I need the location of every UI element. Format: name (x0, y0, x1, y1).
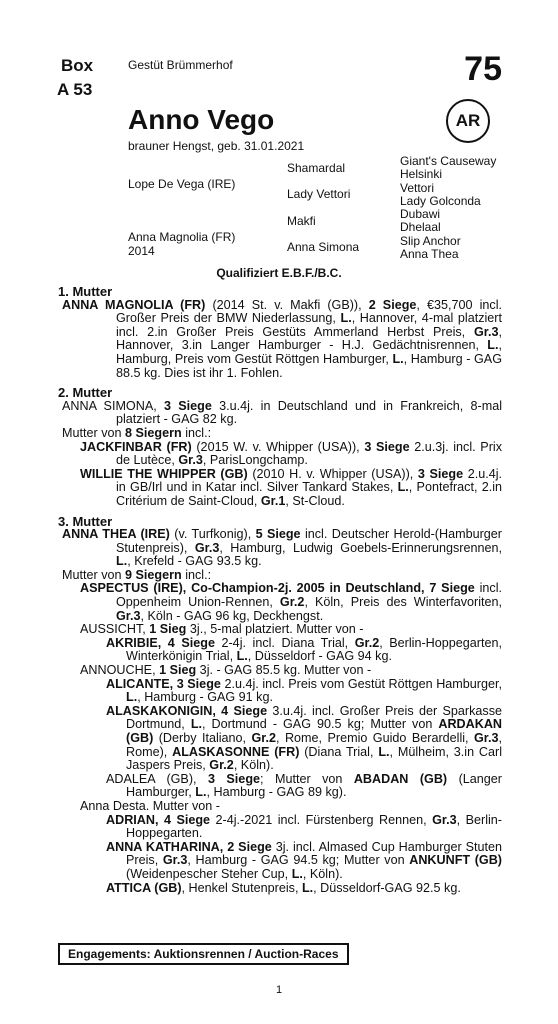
horse-name: Anno Vego (128, 104, 275, 135)
horse-description: brauner Hengst, geb. 31.01.2021 (128, 139, 305, 153)
second-dam-produce-intro: Mutter von 8 Siegern incl.: (62, 425, 212, 440)
gg-1: Giant's Causeway (400, 154, 497, 168)
produce-adalea: ADALEA (GB), 3 Siege; Mutter von ABADAN (GB) (Langer Hamburger, L., Hamburg - GAG 89 kg). (106, 771, 502, 800)
dam: Anna Magnolia (FR) (128, 230, 236, 244)
produce-jackfinbar: JACKFINBAR (FR) (2015 W. v. Whipper (USA)), 3 Siege 2.u.3j. incl. Prix de Lutèce, Gr.3, ParisLongchamp. (80, 439, 502, 468)
produce-aussicht: AUSSICHT, 1 Sieg 3j., 5-mal platziert. Mutter von - (80, 622, 364, 637)
gg-8: Anna Thea (400, 247, 459, 261)
gg-5: Dubawi (400, 207, 441, 221)
section-title-2: 2. Mutter (58, 385, 113, 401)
sire: Lope De Vega (IRE) (128, 177, 236, 191)
ar-badge: AR (446, 99, 490, 143)
box-label (57, 54, 94, 102)
granddam-dam: Anna Simona (287, 240, 360, 254)
second-dam-entry: ANNA SIMONA, 3 Siege 3.u.4j. in Deutschland und in Frankreich, 8-mal platziert - GAG 82 kg. (62, 398, 502, 427)
gg-3: Vettori (400, 181, 435, 195)
gg-4: Lady Golconda (400, 194, 481, 208)
section-title-1: 1. Mutter (58, 284, 113, 299)
produce-annouche: ANNOUCHE, 1 Sieg 3j. - GAG 85.5 kg. Mutter von - (80, 663, 372, 678)
produce-attica: ATTICA (GB), Henkel Stutenpreis, L., Düsseldorf-GAG 92.5 kg. (106, 880, 461, 895)
third-dam-entry: ANNA THEA (IRE) (v. Turfkonig), 5 Siege incl. Deutscher Herold-(Hamburger Stutenpreis), Gr.3, Hamburg, Ludwig Goebels-Erinnerungsrennen, L., Krefeld - GAG 93.5 kg. (62, 527, 502, 569)
engagements-box: Engagements: Auktionsrennen / Auction-Races (58, 943, 349, 965)
produce-adrian: ADRIAN, 4 Siege 2-4j.-2021 incl. Fürstenberg Rennen, Gr.3, Berlin-Hoppegarten. (106, 812, 502, 841)
family-text (58, 285, 502, 895)
dam-year: 2014 (128, 244, 155, 258)
granddam-sire: Lady Vettori (287, 187, 351, 201)
page-number: 1 (275, 984, 283, 996)
produce-alicante: ALICANTE, 3 Siege 2.u.4j. incl. Preis vom Gestüt Röttgen Hamburger, L., Hamburg - GAG 91 kg. (106, 676, 503, 705)
produce-akribie: AKRIBIE, 4 Siege 2-4j. incl. Diana Trial, Gr.2, Berlin-Hoppegarten, Winterkönigin Trial, L., Düsseldorf - GAG 94 kg. (106, 635, 502, 664)
section-title-3: 3. Mutter (58, 513, 113, 529)
third-dam-produce-intro: Mutter von 9 Siegern incl.: (62, 567, 212, 582)
produce-willie-the-whipper: WILLIE THE WHIPPER (GB) (2010 H. v. Whipper (USA)), 3 Siege 2.u.4j. in GB/Irl und in Katar incl. Silver Tankard Stakes, L., Pontefract, 2.in Critérium de Saint-Cloud, Gr.1, St-Cloud. (80, 466, 503, 508)
box-value: A 53 (57, 80, 93, 99)
gg-7: Slip Anchor (400, 234, 461, 248)
gg-2: Helsinki (400, 167, 443, 181)
gg-6: Dhelaal (400, 220, 441, 234)
dam-entry: ANNA MAGNOLIA (FR) (2014 St. v. Makfi (GB)), 2 Siege, €35,700 incl. Großer Preis der BMW Niederlassung, L., Hannover, 4-mal platziert incl. 2.in Großer Preis Gestüts Ammerland Herbst Preis, Gr.3, Hannover, 3.in Langer Hamburger - H.J. Gedächtnisrennen, L., Hamburg, Preis vom Gestüt Röttgen Hamburger, L., Hamburg - GAG 88.5 kg. Dies ist ihr 1. Fohlen. (62, 297, 503, 380)
produce-anna-katharina: ANNA KATHARINA, 2 Siege 3j. incl. Almased Cup Hamburger Stuten Preis, Gr.3, Hamburg - GAG 94.5 kg; Mutter von ANKUNFT (GB) (Weidenpescher Steher Cup, L., Köln). (106, 839, 503, 881)
produce-alaskakonigin: ALASKAKONIGIN, 4 Siege 3.u.4j. incl. Großer Preis der Sparkasse Dortmund, L., Dortmund - GAG 90.5 kg; Mutter von ARDAKAN (GB) (Derby Italiano, Gr.2, Rome, Premio Guido Berardelli, Gr.3, Rome), ALASKASONNE (FR) (Diana Trial, L., Mülheim, 3.in Carl Jaspers Preis, Gr.2, Köln). (106, 703, 503, 773)
qualification: Qualifiziert E.B.F./B.C. (216, 266, 342, 280)
produce-aspectus: ASPECTUS (IRE), Co-Champion-2j. 2005 in Deutschland, 7 Siege incl. Oppenheim Union-Rennen, Gr.2, Köln, Preis des Winterfavoriten, Gr.3, Köln - GAG 96 kg, Deckhengst. (80, 581, 502, 623)
grandsire-sire: Shamardal (287, 161, 346, 175)
grandsire-dam: Makfi (287, 214, 316, 228)
produce-anna-desta: Anna Desta. Mutter von - (80, 798, 220, 813)
box-title: Box (61, 56, 94, 75)
breeder: Gestüt Brümmerhof (128, 58, 233, 72)
lot-number: 75 (464, 50, 502, 88)
